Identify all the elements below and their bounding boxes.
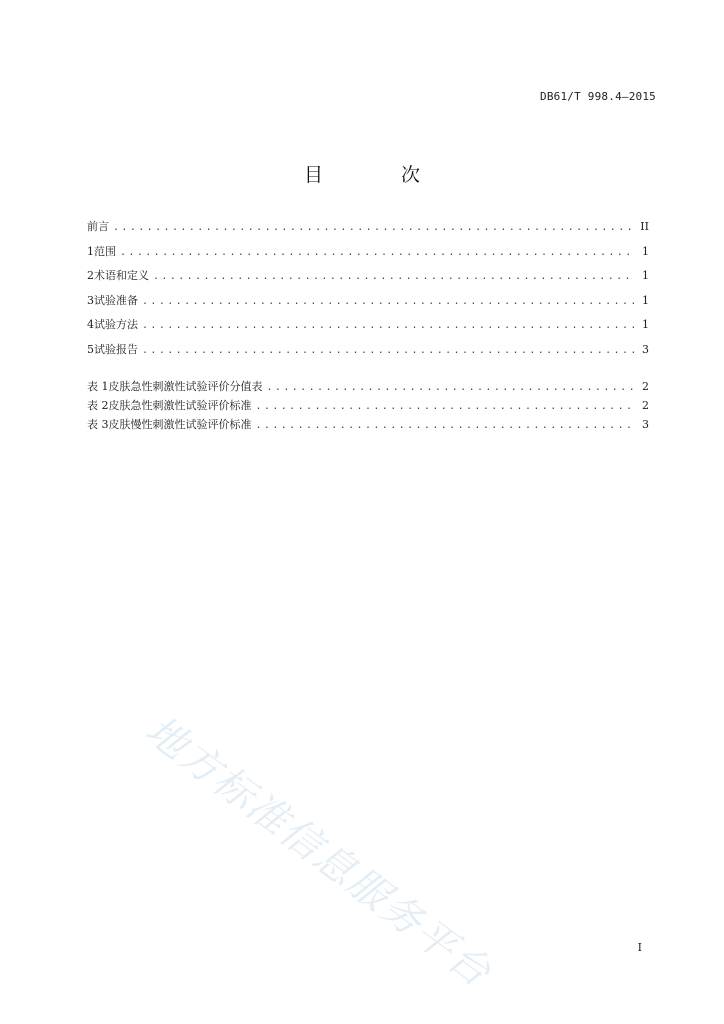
watermark: 地方标准信息服务平台 [136,707,501,997]
dot-leader [153,271,635,282]
toc-entry-test-method[interactable] [87,316,649,341]
toc-entry-test-preparation[interactable] [87,292,649,317]
standard-code: DB61/T 998.4—2015 [540,90,656,103]
toc-entry-number: 3 [87,293,94,307]
toc-entry-label: 前言 [87,220,109,233]
dot-leader [120,247,635,258]
page-number: I [637,941,642,954]
toc-entry-number: 4 [87,318,94,331]
toc-entry-page: 3 [642,342,649,356]
toc-entry-label: 范围 [94,244,116,258]
toc-entry-page: 1 [642,244,649,258]
toc-entry-number: 2 [87,269,94,282]
dot-leader [142,296,635,307]
toc-entry-number: 表 3 [87,418,109,431]
dot-leader [256,401,636,412]
toc-entry-number: 表 2 [87,399,109,412]
dot-leader [142,320,635,331]
toc-entry-test-report[interactable] [87,341,649,366]
toc-entry-foreword[interactable] [87,218,649,243]
toc-entry-label: 试验准备 [94,293,138,307]
toc-entry-label: 皮肤急性刺激性试验评价分值表 [108,380,263,393]
toc-entry-number: 表 1 [87,380,109,393]
dot-leader [256,420,636,431]
toc-entry-table-2[interactable] [87,397,649,416]
page-title: 目 次 [303,164,457,186]
toc-entry-terms[interactable] [87,267,649,292]
dot-leader [113,222,635,233]
toc-entry-page: 1 [642,293,649,307]
toc-entry-page: 2 [642,399,649,412]
toc-entry-table-1[interactable] [87,378,649,397]
toc-sections [87,218,649,365]
toc-entry-number: 1 [87,244,94,258]
toc-entry-table-3[interactable] [87,416,649,435]
toc-entry-page: 2 [642,380,649,393]
toc-entry-page: 1 [642,269,649,282]
toc-entry-scope[interactable] [87,243,649,268]
toc-tables [87,378,649,435]
toc-entry-label: 术语和定义 [94,269,149,282]
toc-entry-label: 试验方法 [94,318,138,331]
dot-leader [267,382,636,393]
toc-entry-page: II [640,220,649,233]
toc-entry-label: 试验报告 [94,342,138,356]
toc-entry-page: 1 [642,318,649,331]
toc-entry-page: 3 [642,418,649,431]
dot-leader [142,345,635,356]
toc-entry-number: 5 [87,342,94,356]
toc-entry-label: 皮肤慢性刺激性试验评价标准 [108,418,252,431]
toc-entry-label: 皮肤急性刺激性试验评价标准 [108,399,252,412]
